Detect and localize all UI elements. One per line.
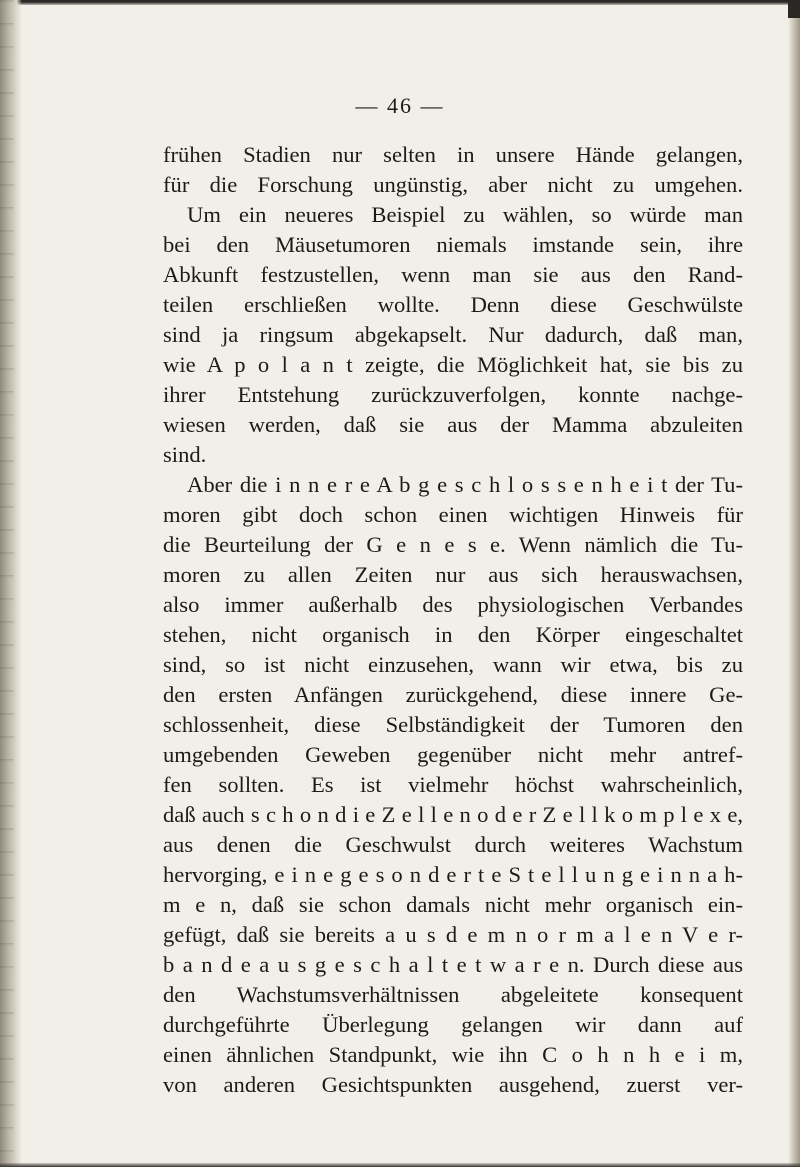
text-line: ihrer Entstehung zurückzuverfolgen, konnte nachge-	[163, 382, 743, 407]
text-line: gefügt, daß sie bereits a u s d e m n o r m a l e n V e r-	[163, 922, 743, 947]
bottom-edge-rule	[0, 1163, 800, 1167]
text-line: Abkunft festzustellen, wenn man sie aus den Rand-	[163, 262, 743, 287]
text-line: einen ähnlichen Standpunkt, wie ihn C o h n h e i m,	[163, 1042, 743, 1067]
text-line: schlossenheit, diese Selbständigkeit der Tumoren den	[163, 712, 743, 737]
text-line: b a n d e a u s g e s c h a l t e t w a r e n. Durch diese aus	[163, 952, 743, 977]
page-number: — 46 —	[355, 93, 445, 118]
text-line: den Wachstumsverhältnissen abgeleitete konsequent	[163, 982, 743, 1007]
text-line: den ersten Anfängen zurückgehend, diese innere Ge-	[163, 682, 743, 707]
text-line: sind, so ist nicht einzusehen, wann wir etwa, bis zu	[163, 652, 743, 677]
text-line: hervorging, e i n e g e s o n d e r t e S t e l l u n g e i n n a h-	[163, 862, 743, 887]
text-line: teilen erschließen wollte. Denn diese Geschwülste	[163, 292, 743, 317]
text-line: daß auch s c h o n d i e Z e l l e n o d e r Z e l l k o m p l e x e,	[163, 802, 743, 827]
text-line: stehen, nicht organisch in den Körper eingeschaltet	[163, 622, 743, 647]
top-edge-rule	[0, 0, 800, 5]
text-line: bei den Mäusetumoren niemals imstande sein, ihre	[163, 232, 743, 257]
text-line: frühen Stadien nur selten in unsere Hände gelangen,	[163, 142, 743, 167]
text-line: sind ja ringsum abgekapselt. Nur dadurch, daß man,	[163, 322, 743, 347]
text-line: aus denen die Geschwulst durch weiteres Wachstum	[163, 832, 743, 857]
body-text	[163, 140, 743, 1100]
text-line: die Beurteilung der G e n e s e. Wenn nämlich die Tu-	[163, 532, 743, 557]
text-line: wie A p o l a n t zeigte, die Möglichkeit hat, sie bis zu	[163, 352, 743, 377]
right-corner-mark	[788, 0, 800, 18]
text-line: sind.	[163, 442, 207, 467]
text-line: umgebenden Geweben gegenüber nicht mehr antref-	[163, 742, 743, 767]
text-line: moren zu allen Zeiten nur aus sich herauswachsen,	[163, 562, 743, 587]
text-line: also immer außerhalb des physiologischen Verbandes	[163, 592, 743, 617]
text-line: m e n, daß sie schon damals nicht mehr organisch ein-	[163, 892, 743, 917]
text-line: Um ein neueres Beispiel zu wählen, so würde man	[187, 202, 743, 227]
text-line: für die Forschung ungünstig, aber nicht zu umgehen.	[163, 172, 743, 197]
binding-texture	[0, 0, 14, 1167]
right-page-edge	[788, 0, 800, 1167]
text-line: fen sollten. Es ist vielmehr höchst wahrscheinlich,	[163, 772, 743, 797]
text-line: Aber die i n n e r e A b g e s c h l o s s e n h e i t der Tu-	[187, 472, 743, 497]
text-line: wiesen werden, daß sie aus der Mamma abzuleiten	[163, 412, 743, 437]
text-line: von anderen Gesichtspunkten ausgehend, zuerst ver-	[163, 1072, 743, 1097]
text-line: moren gibt doch schon einen wichtigen Hinweis für	[163, 502, 743, 527]
text-line: durchgeführte Überlegung gelangen wir dann auf	[163, 1012, 743, 1037]
